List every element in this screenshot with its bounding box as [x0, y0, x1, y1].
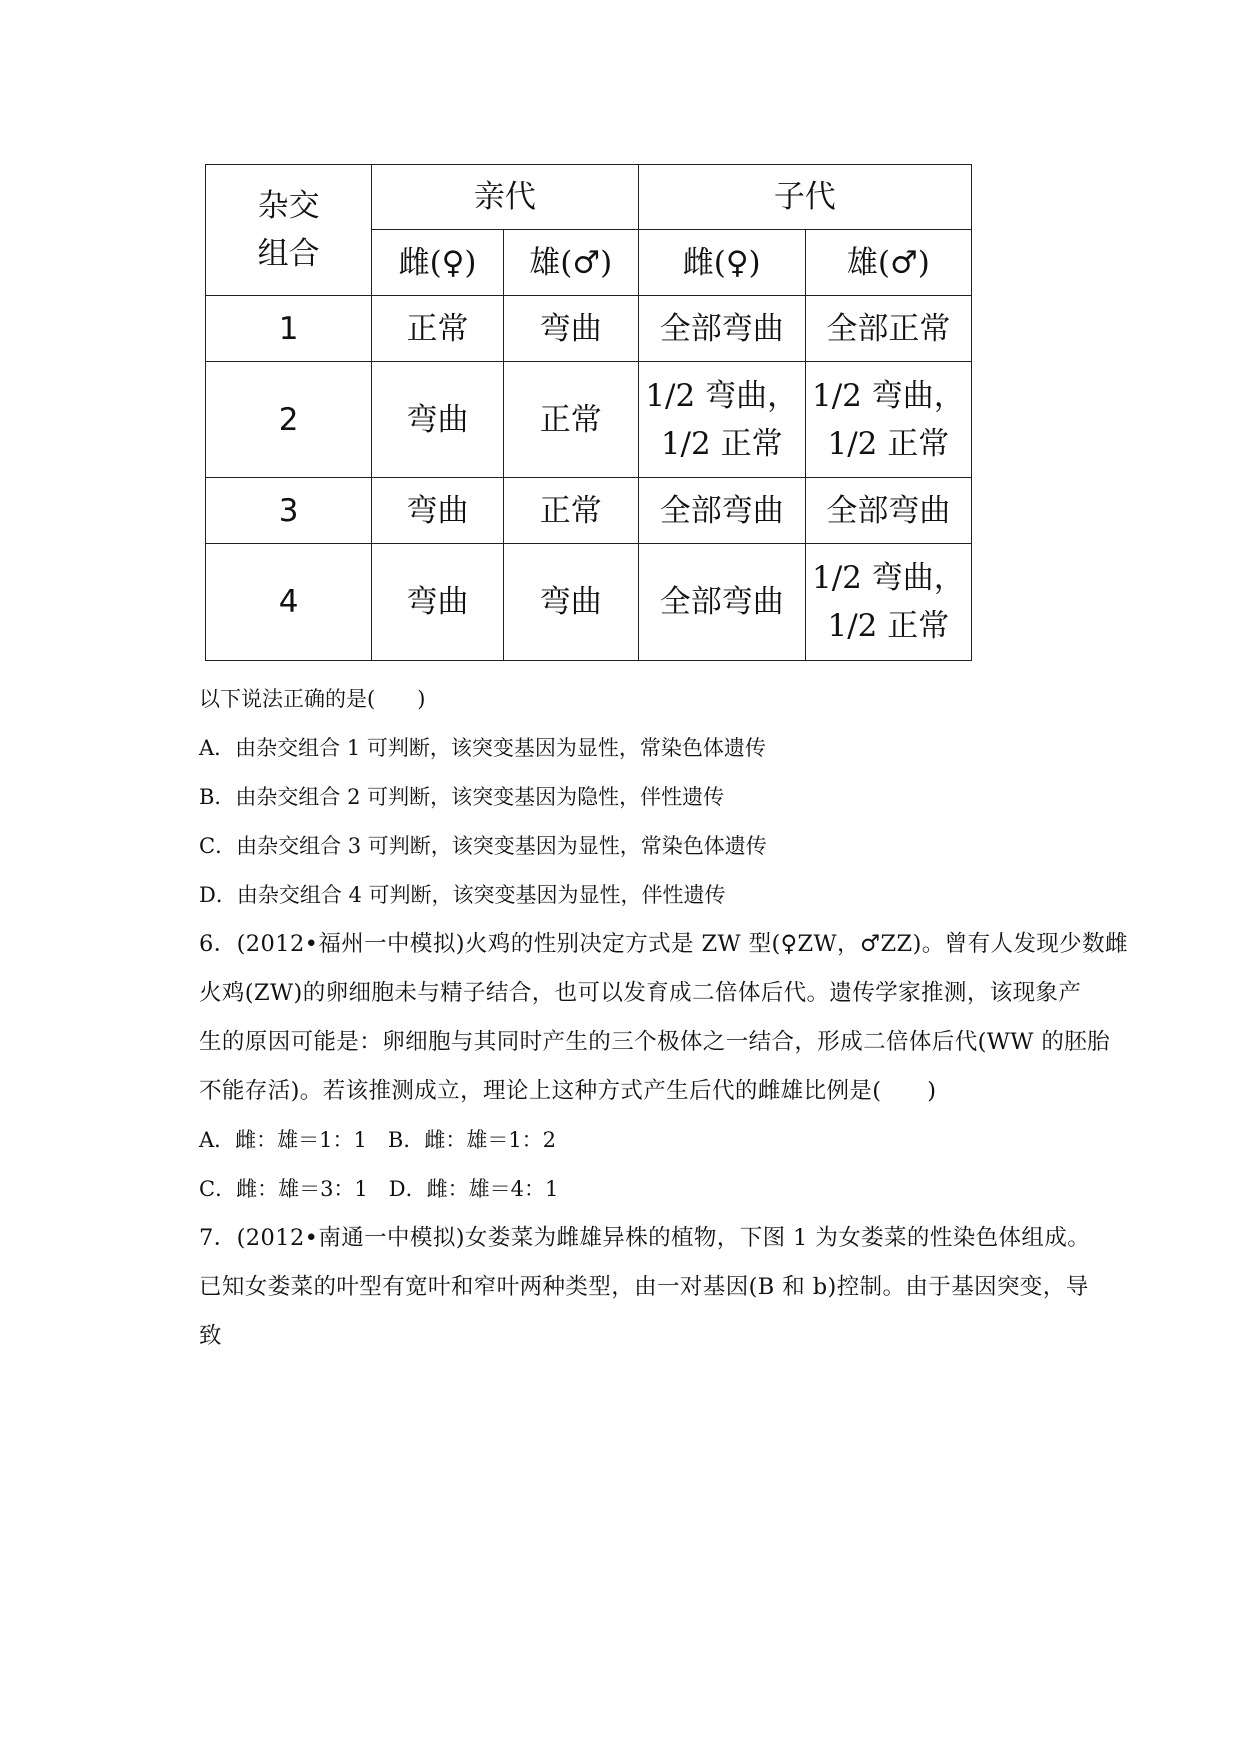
q6-line-1: 6．(2012•福州一中模拟)火鸡的性别决定方式是 ZW 型(♀ZW，♂ZZ)。曾有人发现少数雌 [199, 931, 1128, 957]
cell-line: 全部弯曲 [826, 492, 951, 529]
q5-option-c: C．由杂交组合 3 可判断，该突变基因为显性，常染色体遗传 [199, 834, 767, 858]
cell-line: 全部弯曲 [659, 584, 784, 620]
q6-options-line-2: C．雌：雄＝3：1 D．雌：雄＝4：1 [199, 1177, 559, 1201]
parent-female-cell: 弯曲 [372, 478, 504, 544]
header-offspring-female: 雌(♀) [638, 230, 805, 296]
header-offspring: 子代 [638, 165, 971, 230]
q7-line-1: 7．(2012•南通一中模拟)女娄菜为雌雄异株的植物，下图 1 为女娄菜的性染色体组成。 [199, 1225, 1091, 1251]
q5-option-d: D．由杂交组合 4 可判断，该突变基因为显性，伴性遗传 [199, 883, 726, 907]
parent-male-cell: 弯曲 [503, 296, 638, 362]
cell-line: 全部弯曲 [659, 492, 784, 529]
parent-female-cell: 弯曲 [372, 544, 504, 661]
offspring-male-cell [805, 544, 971, 661]
offspring-male-cell [805, 362, 971, 478]
offspring-male-cell [805, 478, 971, 544]
table-row [206, 544, 972, 661]
offspring-female-cell [638, 478, 805, 544]
cell-line: 全部弯曲 [659, 310, 784, 347]
q7-line-2: 已知女娄菜的叶型有宽叶和窄叶两种类型，由一对基因(B 和 b)控制。由于基因突变，导 [199, 1274, 1089, 1300]
q6-options-line-1: A．雌：雄＝1：1 B．雌：雄＝1：2 [199, 1128, 557, 1152]
offspring-male-cell [805, 296, 971, 362]
q5-option-b: B．由杂交组合 2 可判断，该突变基因为隐性，伴性遗传 [199, 785, 725, 809]
cell-line: 1/2 弯曲， [812, 560, 965, 596]
q6-line-4: 不能存活)。若该推测成立，理论上这种方式产生后代的雌雄比例是( ) [199, 1078, 937, 1104]
row-id: 4 [206, 544, 372, 661]
q5-option-a: A．由杂交组合 1 可判断，该突变基因为显性，常染色体遗传 [199, 736, 766, 760]
cell-line: 1/2 正常 [827, 425, 950, 462]
header-parent: 亲代 [372, 165, 638, 230]
header-cross-combination [206, 165, 372, 296]
parent-female-cell: 弯曲 [372, 362, 504, 478]
offspring-female-cell [638, 544, 805, 661]
cell-line: 1/2 正常 [827, 608, 950, 644]
row-id: 2 [206, 362, 372, 478]
parent-male-cell: 弯曲 [503, 544, 638, 661]
header-cross-line1: 杂交 [257, 188, 320, 224]
offspring-female-cell [638, 296, 805, 362]
cell-line: 1/2 正常 [660, 425, 783, 462]
parent-male-cell: 正常 [503, 478, 638, 544]
row-id: 1 [206, 296, 372, 362]
cell-line: 1/2 弯曲， [645, 377, 799, 414]
header-offspring-male: 雄(♂) [805, 230, 971, 296]
row-id: 3 [206, 478, 372, 544]
header-cross-line2: 组合 [257, 236, 320, 272]
parent-male-cell: 正常 [503, 362, 638, 478]
cell-line: 全部正常 [826, 310, 951, 347]
header-parent-male: 雄(♂) [503, 230, 638, 296]
cross-results-table [205, 164, 972, 661]
cell-line: 1/2 弯曲， [812, 377, 965, 414]
q7-line-3: 致 [199, 1323, 222, 1349]
table-row [206, 296, 972, 362]
offspring-female-cell [638, 362, 805, 478]
parent-female-cell: 正常 [372, 296, 504, 362]
q5-stem: 以下说法正确的是( ) [199, 687, 426, 711]
q6-line-2: 火鸡(ZW)的卵细胞未与精子结合，也可以发育成二倍体后代。遗传学家推测，该现象产 [199, 980, 1082, 1006]
header-parent-female: 雌(♀) [372, 230, 504, 296]
table-row [206, 478, 972, 544]
table-row [206, 362, 972, 478]
q6-line-3: 生的原因可能是：卵细胞与其同时产生的三个极体之一结合，形成二倍体后代(WW 的胚胎 [199, 1029, 1111, 1055]
